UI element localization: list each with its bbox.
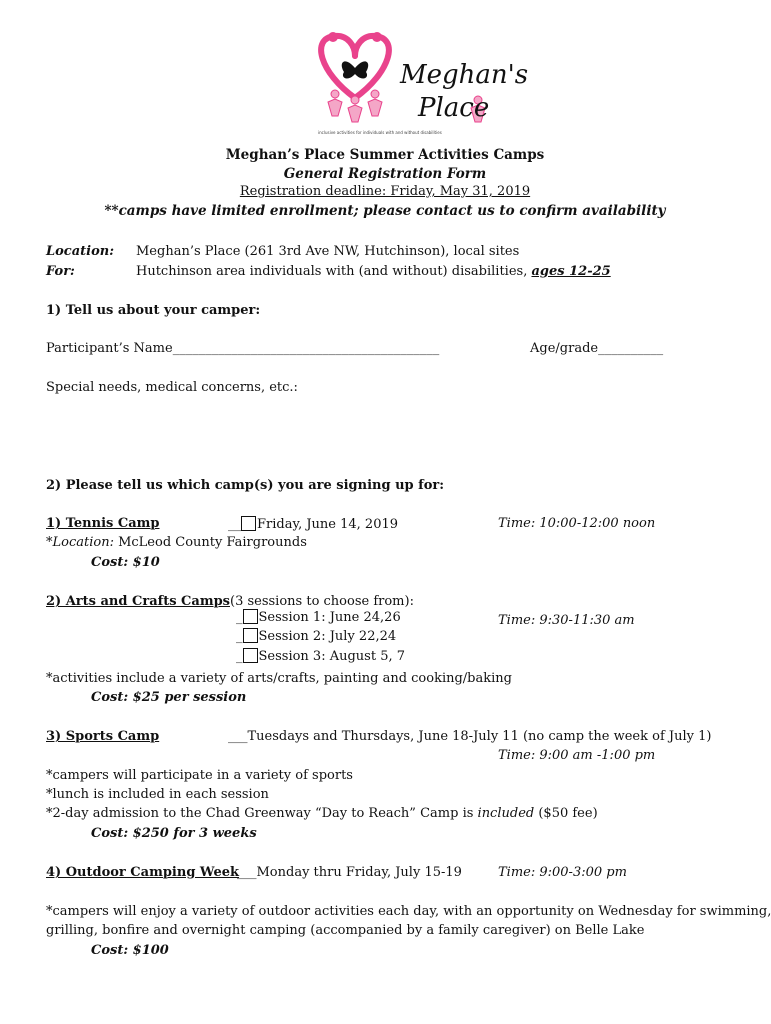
ages-range: ages 12-25 (531, 264, 611, 279)
form-subtitle: General Registration Form (283, 166, 487, 182)
outdoor-note-line2: grilling, bonfire and overnight camping (accompanied by a family caregiver) on Belle Lake (46, 923, 645, 938)
arts-session3-blank: _ (236, 649, 243, 664)
participant-name-label: Participant’s Name (46, 341, 173, 356)
outdoor-note-line1: *campers will enjoy a variety of outdoor activities each day, with an opportunity on Wednesday for swimming, (46, 904, 771, 919)
location-value: Meghan’s Place (261 3rd Ave NW, Hutchinson), local sites (136, 244, 520, 259)
for-value-text: Hutchinson area individuals with (and without) disabilities, (136, 264, 532, 279)
arts-session1-blank: _ (236, 610, 243, 625)
enrollment-notice: **camps have limited enrollment; please contact us to confirm availability (104, 203, 666, 219)
tennis-date: Friday, June 14, 2019 (257, 517, 399, 532)
arts-camp-title: 2) Arts and Crafts Camps (46, 594, 230, 609)
sports-dates-row (228, 729, 711, 744)
arts-session2-checkbox[interactable] (243, 628, 258, 643)
sports-signup-blank[interactable]: ___ (228, 729, 248, 744)
arts-cost: Cost: $25 per session (91, 690, 247, 705)
logo-wordmark-line1: Meghan's (400, 60, 529, 90)
tennis-date-row (228, 516, 398, 532)
tennis-cost: Cost: $10 (91, 555, 160, 570)
arts-session3-label: Session 3: August 5, 7 (258, 649, 406, 664)
arts-sessions-note: (3 sessions to choose from): (230, 594, 414, 609)
logo-wordmark-line2: Place (418, 93, 490, 123)
form-title: Meghan’s Place Summer Activities Camps (225, 147, 545, 163)
arts-session1-row (236, 609, 401, 625)
arts-activities-note: *activities include a variety of arts/crafts, painting and cooking/baking (46, 671, 512, 686)
logo-tagline: inclusive activities for individuals with and without disabilities (318, 130, 442, 135)
meghans-place-logo (300, 28, 529, 140)
outdoor-cost: Cost: $100 (91, 943, 169, 958)
tennis-location-value: McLeod County Fairgrounds (113, 535, 307, 550)
for-label: For: (46, 264, 75, 279)
sports-camp-title: 3) Sports Camp (46, 729, 160, 744)
tennis-blank: __ (228, 517, 241, 532)
arts-session2-blank: _ (236, 629, 243, 644)
arts-session3-checkbox[interactable] (243, 648, 258, 663)
arts-session1-label: Session 1: June 24,26 (258, 610, 401, 625)
sports-note-3-c: ($50 fee) (534, 806, 598, 821)
sports-note-3-a: *2-day admission to the Chad Greenway “Day to Reach” Camp is (46, 806, 478, 821)
outdoor-signup-blank[interactable]: ___ (237, 865, 257, 880)
sports-note-3-b: included (477, 806, 535, 821)
location-label: Location: (46, 244, 115, 259)
special-needs-label: Special needs, medical concerns, etc.: (46, 380, 298, 395)
sports-dates: Tuesdays and Thursdays, June 18-July 11 (no camp the week of July 1) (247, 729, 712, 744)
arts-session1-checkbox[interactable] (243, 609, 258, 624)
sports-note-2: *lunch is included in each session (46, 787, 269, 802)
tennis-checkbox[interactable] (241, 516, 256, 531)
sports-cost: Cost: $250 for 3 weeks (91, 826, 257, 841)
section1-heading: 1) Tell us about your camper: (46, 303, 261, 318)
outdoor-time: Time: 9:00-3:00 pm (498, 865, 627, 880)
sports-note-3 (46, 806, 598, 821)
age-grade-label: Age/grade (530, 341, 599, 356)
participant-name-row (46, 341, 439, 356)
arts-session2-label: Session 2: July 22,24 (258, 629, 397, 644)
registration-deadline: Registration deadline: Friday, May 31, 2019 (239, 184, 531, 199)
arts-session2-row (236, 628, 396, 644)
for-value (136, 264, 611, 279)
outdoor-dates: Monday thru Friday, July 15-19 (256, 865, 462, 880)
age-grade-row (530, 341, 663, 356)
sports-time: Time: 9:00 am -1:00 pm (498, 748, 656, 763)
participant-name-field[interactable]: _________________________________________ (172, 341, 440, 356)
outdoor-dates-row (237, 865, 462, 880)
tennis-location-label: *Location: (46, 535, 114, 550)
arts-session3-row (236, 648, 405, 664)
tennis-time: Time: 10:00-12:00 noon (498, 516, 656, 531)
tennis-camp-title: 1) Tennis Camp (46, 516, 160, 531)
outdoor-camp-title: 4) Outdoor Camping Week (46, 865, 240, 880)
age-grade-field[interactable]: __________ (598, 341, 664, 356)
sports-note-1: *campers will participate in a variety of sports (46, 768, 353, 783)
tennis-location (46, 535, 307, 550)
arts-time: Time: 9:30-11:30 am (498, 613, 635, 628)
section2-heading: 2) Please tell us which camp(s) you are signing up for: (46, 478, 445, 493)
